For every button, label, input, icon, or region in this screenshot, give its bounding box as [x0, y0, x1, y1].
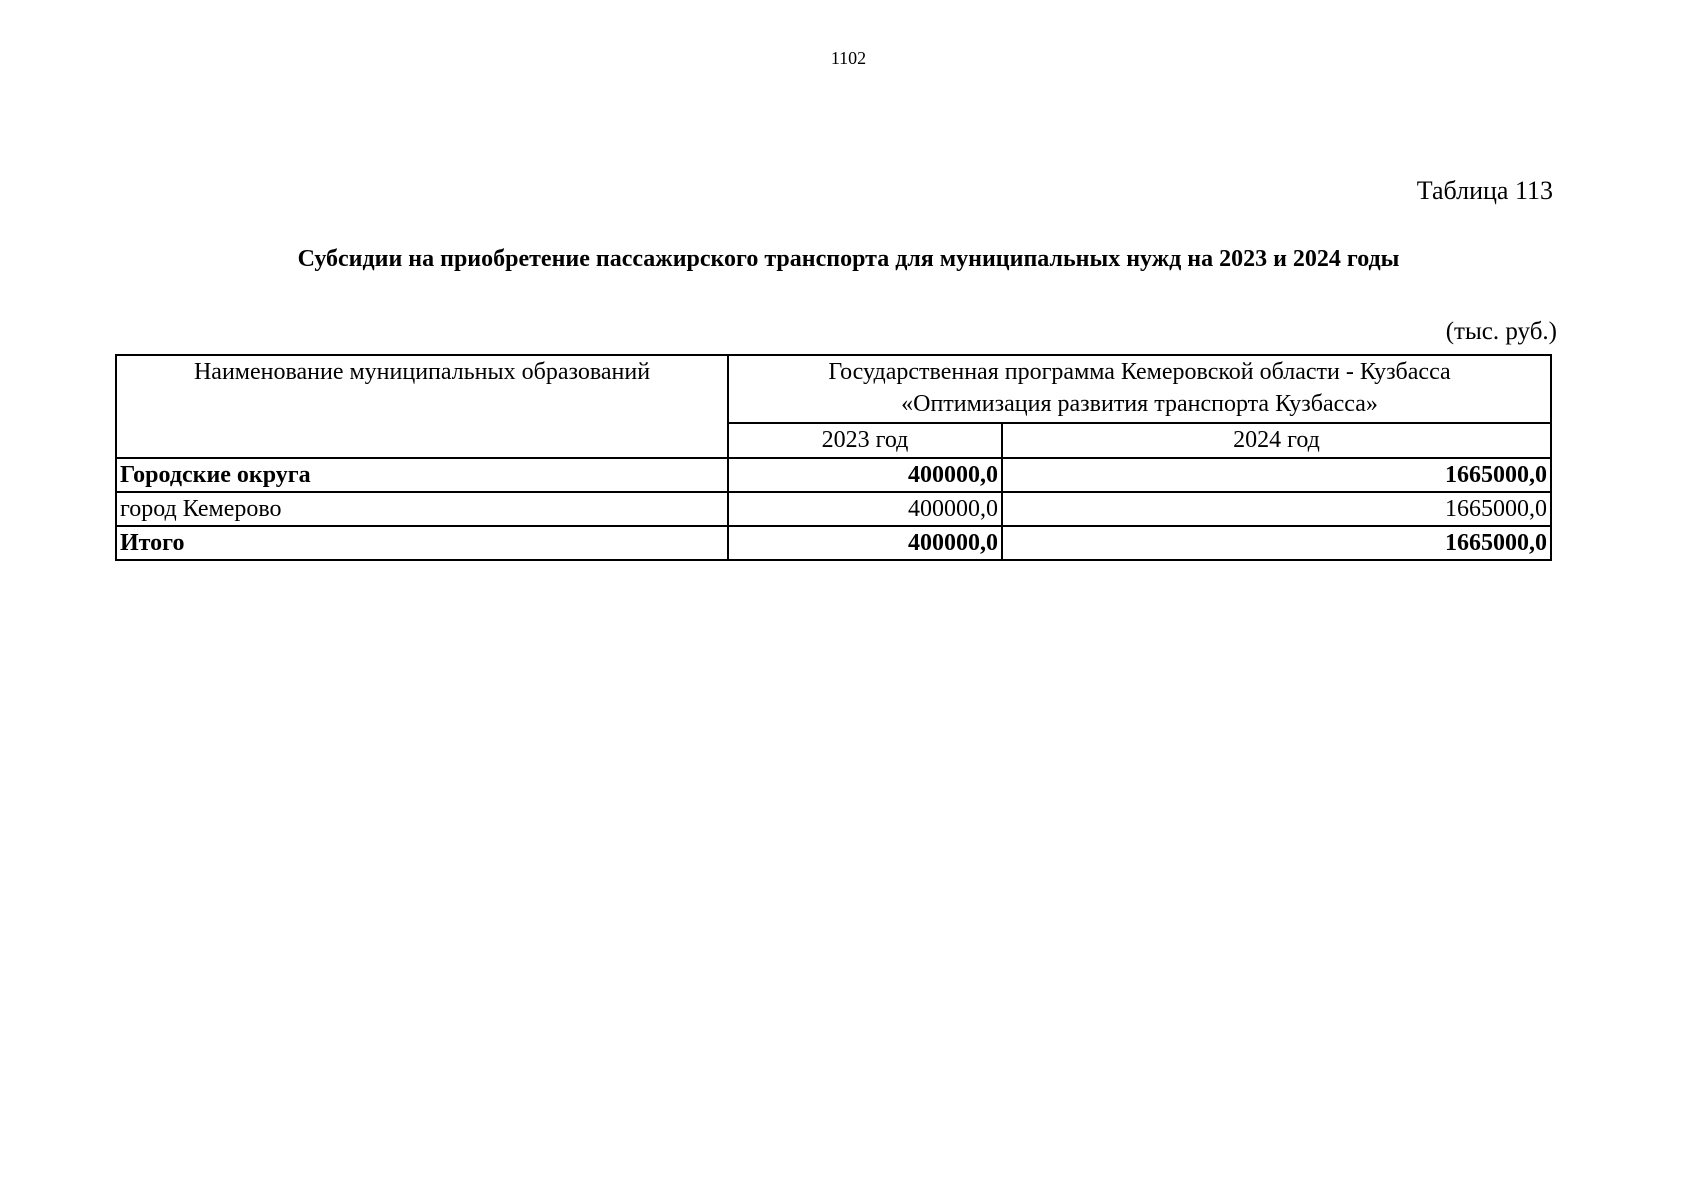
- row-value-2024: 1665000,0: [1002, 526, 1551, 560]
- header-name-column: Наименование муниципальных образований: [116, 355, 728, 458]
- row-value-2024: 1665000,0: [1002, 458, 1551, 492]
- header-program: [728, 355, 1551, 423]
- table-row: [116, 492, 1551, 526]
- table-row-total: [116, 526, 1551, 560]
- row-value-2023: 400000,0: [728, 458, 1002, 492]
- row-value-2024: 1665000,0: [1002, 492, 1551, 526]
- header-year-2023: 2023 год: [728, 423, 1002, 458]
- row-name: Итого: [116, 526, 728, 560]
- row-name: Городские округа: [116, 458, 728, 492]
- table-caption: Таблица 113: [1416, 176, 1553, 205]
- row-name: город Кемерово: [116, 492, 728, 526]
- row-value-2023: 400000,0: [728, 492, 1002, 526]
- subsidy-table: [115, 354, 1552, 561]
- document-title: Субсидии на приобретение пассажирского транспорта для муниципальных нужд на 2023 и 2024 годы: [297, 246, 1400, 272]
- row-value-2023: 400000,0: [728, 526, 1002, 560]
- header-year-2024: 2024 год: [1002, 423, 1551, 458]
- header-program-line2: «Оптимизация развития транспорта Кузбасса»: [901, 391, 1378, 417]
- units-label: (тыс. руб.): [1445, 318, 1557, 345]
- page-number: 1102: [830, 48, 867, 68]
- header-program-line1: Государственная программа Кемеровской области - Кузбасса: [828, 359, 1451, 385]
- header-row-program: [116, 355, 1551, 423]
- table-row: [116, 458, 1551, 492]
